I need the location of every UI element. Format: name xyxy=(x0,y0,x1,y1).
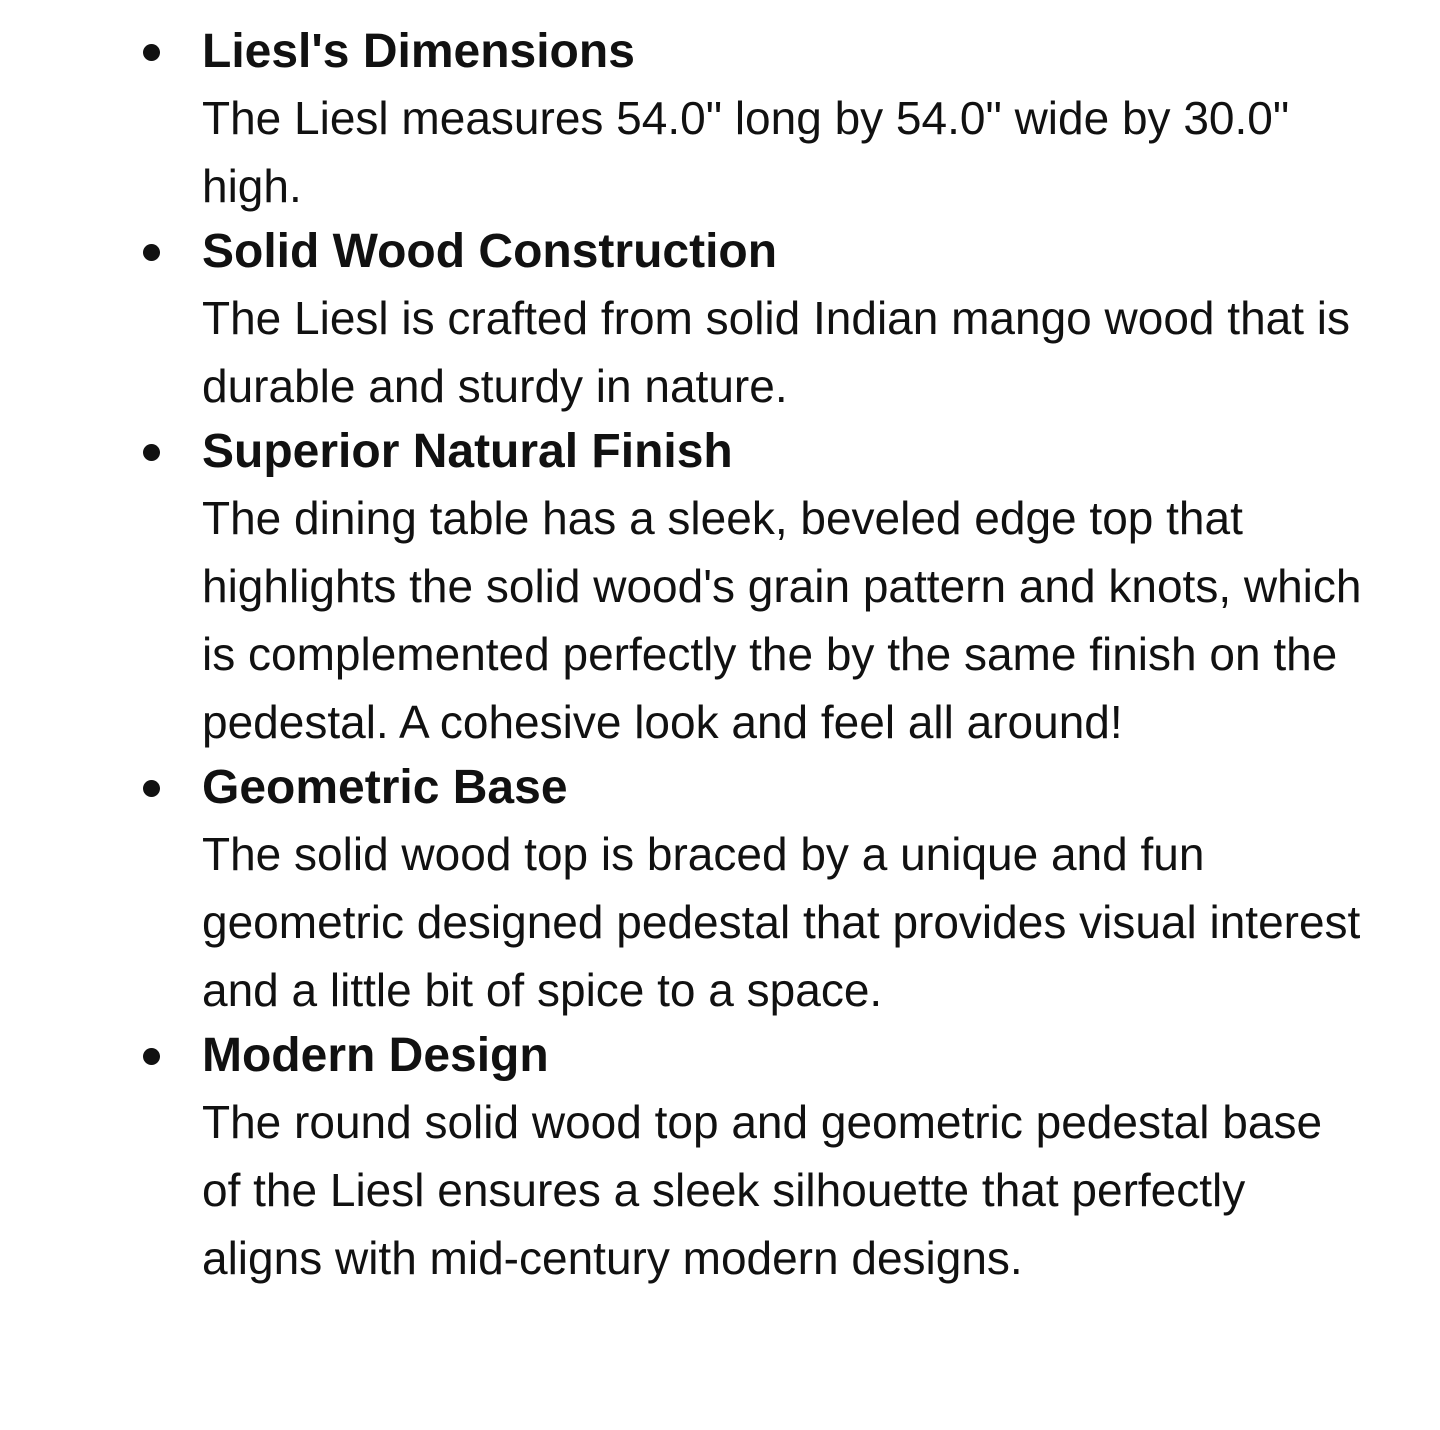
feature-title: Geometric Base xyxy=(202,761,568,814)
feature-title: Solid Wood Construction xyxy=(202,225,778,278)
feature-description: The dining table has a sleek, beveled edge top that highlights the solid wood's grain pattern and knots, which is complemented perfectly the by the same finish on the pedestal. A cohesive look and feel all around! xyxy=(202,492,1362,748)
feature-description: The round solid wood top and geometric pedestal base of the Liesl ensures a sleek silhouette that perfectly aligns with mid-century modern designs. xyxy=(202,1096,1323,1284)
feature-title: Superior Natural Finish xyxy=(202,425,733,478)
feature-list xyxy=(0,24,1440,1292)
bullet-icon xyxy=(143,44,160,61)
feature-description: The Liesl is crafted from solid Indian mango wood that is durable and sturdy in nature. xyxy=(202,292,1351,412)
bullet-icon xyxy=(143,444,160,461)
bullet-icon xyxy=(143,244,160,261)
bullet-icon xyxy=(143,1048,160,1065)
feature-description: The solid wood top is braced by a unique and fun geometric designed pedestal that provides visual interest and a little bit of spice to a space. xyxy=(202,828,1361,1016)
feature-item-dimensions xyxy=(0,24,1440,220)
feature-item-finish xyxy=(0,424,1440,756)
feature-description: The Liesl measures 54.0" long by 54.0" wide by 30.0" high. xyxy=(202,92,1290,212)
feature-title: Liesl's Dimensions xyxy=(202,25,635,78)
bullet-icon xyxy=(143,780,160,797)
feature-item-construction xyxy=(0,224,1440,420)
feature-title: Modern Design xyxy=(202,1029,549,1082)
feature-item-design xyxy=(0,1028,1440,1292)
feature-item-base xyxy=(0,760,1440,1024)
